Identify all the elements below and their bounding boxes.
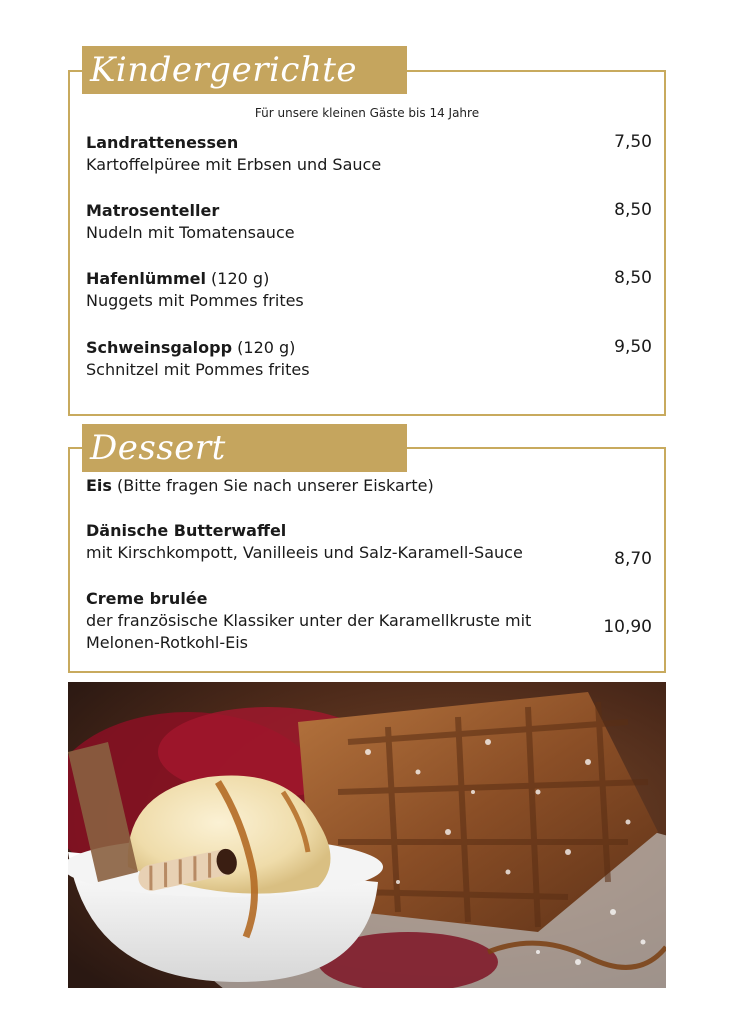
item-name: Dänische Butterwaffel xyxy=(86,521,287,540)
menu-item xyxy=(86,200,652,244)
item-desc: der französische Klassiker unter der Karamellkruste mit xyxy=(86,611,532,630)
kids-title-banner: Kindergerichte xyxy=(82,46,407,94)
item-price: 9,50 xyxy=(614,337,652,357)
menu-item xyxy=(86,475,652,497)
kids-subtitle: Für unsere kleinen Gäste bis 14 Jahre xyxy=(254,106,480,120)
waffle-with-ice-cream-photo xyxy=(68,682,666,988)
item-price: 8,70 xyxy=(614,549,652,569)
item-weight: (120 g) xyxy=(237,338,296,357)
item-name: Schweinsgalopp xyxy=(86,338,233,357)
item-desc: Schnitzel mit Pommes frites xyxy=(86,360,310,379)
item-price: 8,50 xyxy=(614,200,652,220)
menu-item xyxy=(86,588,652,654)
item-name: Eis xyxy=(86,476,112,495)
item-desc: Nudeln mit Tomatensauce xyxy=(86,223,295,242)
item-name: Landrattenessen xyxy=(86,133,239,152)
item-price: 8,50 xyxy=(614,268,652,288)
item-name: Matrosenteller xyxy=(86,201,220,220)
item-desc: Nuggets mit Pommes frites xyxy=(86,291,304,310)
food-photo-illustration xyxy=(68,682,666,988)
item-price: 10,90 xyxy=(603,617,652,637)
item-price: 7,50 xyxy=(614,132,652,152)
item-name: Hafenlümmel xyxy=(86,269,206,288)
item-desc: Kartoffelpüree mit Erbsen und Sauce xyxy=(86,155,382,174)
dessert-menu-section xyxy=(68,447,666,673)
menu-item xyxy=(86,132,652,176)
dessert-title-banner: Dessert xyxy=(82,424,407,472)
kids-menu-section xyxy=(68,70,666,416)
item-weight: (120 g) xyxy=(211,269,270,288)
menu-item xyxy=(86,268,652,312)
item-desc-2: Melonen-Rotkohl-Eis xyxy=(86,633,248,652)
item-name: Creme brulée xyxy=(86,589,208,608)
menu-item xyxy=(86,520,652,564)
item-weight: (Bitte fragen Sie nach unserer Eiskarte) xyxy=(117,476,434,495)
item-desc: mit Kirschkompott, Vanilleeis und Salz-Karamell-Sauce xyxy=(86,543,523,562)
menu-item xyxy=(86,337,652,381)
